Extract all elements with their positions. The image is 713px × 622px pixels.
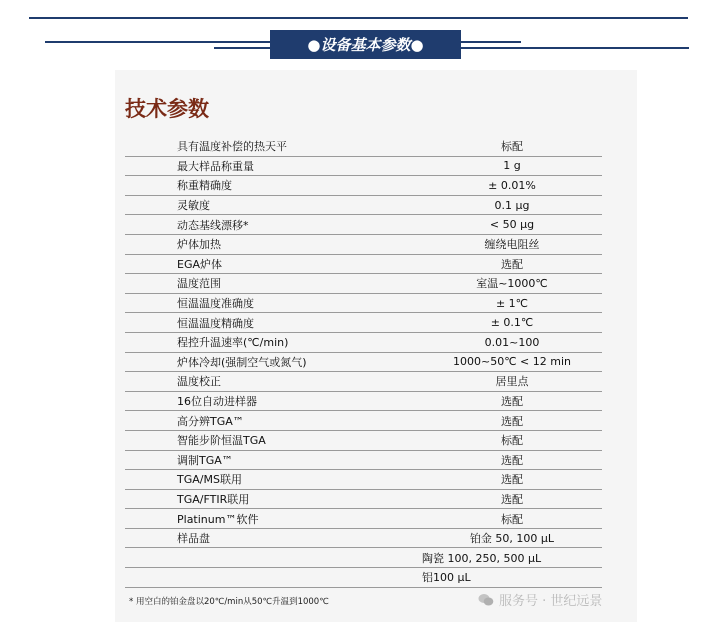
table-row (125, 568, 602, 588)
spec-key: 高分辨TGA™ (125, 411, 422, 431)
banner-line-left-lower (214, 47, 270, 49)
spec-value: 铝100 μL (422, 568, 602, 588)
table-row (125, 450, 602, 470)
spec-value: 1000~50℃ < 12 min (422, 352, 602, 372)
spec-key: 调制TGA™ (125, 450, 422, 470)
banner-line-right-lower (461, 47, 689, 49)
spec-key: 恒温温度准确度 (125, 293, 422, 313)
spec-value: 选配 (422, 489, 602, 509)
banner-line-right (461, 41, 521, 43)
section-banner: ●设备基本参数● (270, 30, 461, 59)
spec-key: 炉体冷却(强制空气或氮气) (125, 352, 422, 372)
table-row (125, 509, 602, 529)
spec-value: 标配 (422, 509, 602, 529)
spec-key: 动态基线漂移* (125, 215, 422, 235)
table-row (125, 489, 602, 509)
spec-value: 陶瓷 100, 250, 500 μL (422, 548, 602, 568)
footnote: * 用空白的铂金盘以20℃/min从50℃升温到1000℃ (129, 597, 329, 607)
spec-value: 标配 (422, 430, 602, 450)
spec-key: 温度范围 (125, 274, 422, 294)
wechat-icon (478, 593, 494, 607)
spec-value: 室温~1000℃ (422, 274, 602, 294)
spec-value: 缠绕电阻丝 (422, 234, 602, 254)
spec-key: 16位自动进样器 (125, 391, 422, 411)
table-row (125, 372, 602, 392)
spec-value: 1 g (422, 156, 602, 176)
spec-key: Platinum™软件 (125, 509, 422, 529)
spec-key: 称重精确度 (125, 176, 422, 196)
page-title: 技术参数 (125, 97, 209, 121)
spec-key: 炉体加热 (125, 234, 422, 254)
spec-value: ± 0.1℃ (422, 313, 602, 333)
spec-value: 选配 (422, 411, 602, 431)
table-row (125, 528, 602, 548)
table-row (125, 548, 602, 568)
spec-value: < 50 μg (422, 215, 602, 235)
spec-key: 恒温温度精确度 (125, 313, 422, 333)
spec-value: 居里点 (422, 372, 602, 392)
table-row (125, 234, 602, 254)
table-row (125, 274, 602, 294)
spec-key (125, 568, 422, 588)
watermark-text: 服务号 · 世纪远景 (499, 594, 603, 609)
table-row (125, 352, 602, 372)
spec-key: 温度校正 (125, 372, 422, 392)
table-row (125, 313, 602, 333)
spec-key (125, 548, 422, 568)
table-row (125, 156, 602, 176)
spec-key: 智能步阶恒温TGA (125, 430, 422, 450)
top-divider (29, 17, 688, 19)
spec-value: 标配 (422, 137, 602, 156)
spec-value: 选配 (422, 254, 602, 274)
table-row (125, 411, 602, 431)
spec-key: 最大样品称重量 (125, 156, 422, 176)
banner-line-left (45, 41, 270, 43)
spec-value: 铂金 50, 100 μL (422, 528, 602, 548)
spec-value: 0.01~100 (422, 332, 602, 352)
table-row (125, 176, 602, 196)
table-row (125, 195, 602, 215)
table-row (125, 137, 602, 156)
table-row (125, 470, 602, 490)
spec-key: 程控升温速率(℃/min) (125, 332, 422, 352)
spec-key: TGA/FTIR联用 (125, 489, 422, 509)
table-row (125, 293, 602, 313)
spec-key: 灵敏度 (125, 195, 422, 215)
spec-value: ± 0.01% (422, 176, 602, 196)
table-row (125, 430, 602, 450)
spec-value: 选配 (422, 391, 602, 411)
spec-value: 0.1 μg (422, 195, 602, 215)
spec-key: 具有温度补偿的热天平 (125, 137, 422, 156)
spec-value: 选配 (422, 450, 602, 470)
table-row (125, 332, 602, 352)
spec-key: TGA/MS联用 (125, 470, 422, 490)
table-row (125, 254, 602, 274)
table-row (125, 215, 602, 235)
spec-key: EGA炉体 (125, 254, 422, 274)
spec-value: ± 1℃ (422, 293, 602, 313)
table-row (125, 391, 602, 411)
spec-key: 样品盘 (125, 528, 422, 548)
spec-table (125, 137, 602, 588)
watermark (478, 590, 602, 609)
spec-value: 选配 (422, 470, 602, 490)
